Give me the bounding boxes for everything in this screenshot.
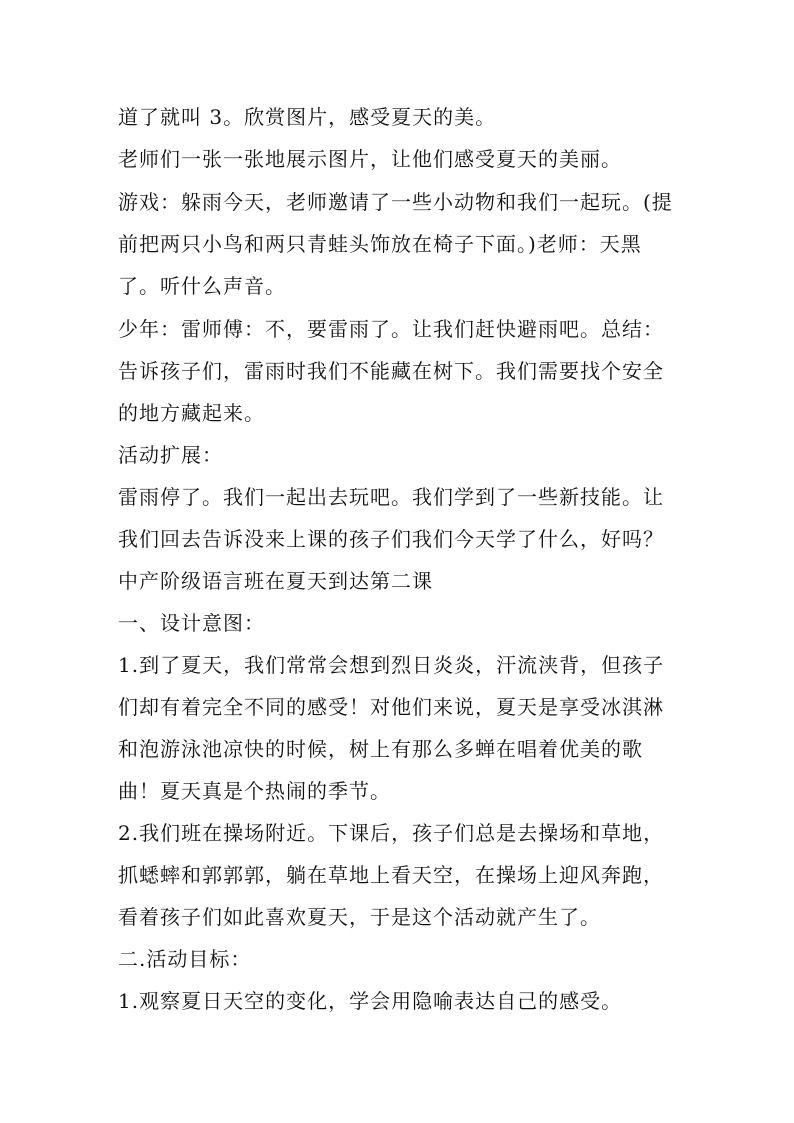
- text-line: 曲！夏天真是个热闹的季节。: [118, 779, 391, 803]
- section-heading: 一、设计意图：: [118, 611, 265, 635]
- text-line: 道了就叫 3。欣赏图片，感受夏天的美。: [118, 105, 497, 129]
- text-line: 我们回去告诉没来上课的孩子们我们今天学了什么，好吗？: [118, 527, 664, 551]
- text-line: 1.到了夏天，我们常常会想到烈日炎炎，汗流浃背，但孩子: [118, 653, 665, 677]
- text-line: 雷雨停了。我们一起出去玩吧。我们学到了一些新技能。让: [118, 485, 664, 509]
- text-line: 抓蟋蟀和郭郭郭，躺在草地上看天空，在操场上迎风奔跑，: [118, 863, 664, 887]
- text-line: 活动扩展：: [118, 443, 223, 467]
- text-line: 前把两只小鸟和两只青蛙头饰放在椅子下面。)老师：天黑: [118, 232, 642, 256]
- text-line: 老师们一张一张地展示图片，让他们感受夏天的美丽。: [118, 147, 622, 171]
- text-line: 看着孩子们如此喜欢夏天，于是这个活动就产生了。: [118, 905, 601, 929]
- text-line: 了。听什么声音。: [118, 274, 286, 298]
- text-line: 游戏：躲雨今天，老师邀请了一些小动物和我们一起玩。(提: [118, 190, 673, 214]
- section-heading: 二.活动目标：: [118, 947, 252, 971]
- section-heading: 中产阶级语言班在夏天到达第二课: [118, 569, 433, 593]
- text-line: 2.我们班在操场附近。下课后，孩子们总是去操场和草地，: [118, 821, 665, 845]
- text-line: 和泡游泳池凉快的时候，树上有那么多蝉在唱着优美的歌: [118, 737, 643, 761]
- text-line: 1.观察夏日天空的变化，学会用隐喻表达自己的感受。: [118, 989, 623, 1013]
- text-line: 们却有着完全不同的感受！对他们来说，夏天是享受冰淇淋: [118, 695, 664, 719]
- text-line: 告诉孩子们，雷雨时我们不能藏在树下。我们需要找个安全: [118, 359, 664, 383]
- text-line: 少年：雷师傅：不，要雷雨了。让我们赶快避雨吧。总结：: [118, 317, 664, 341]
- text-line: 的地方藏起来。: [118, 401, 265, 425]
